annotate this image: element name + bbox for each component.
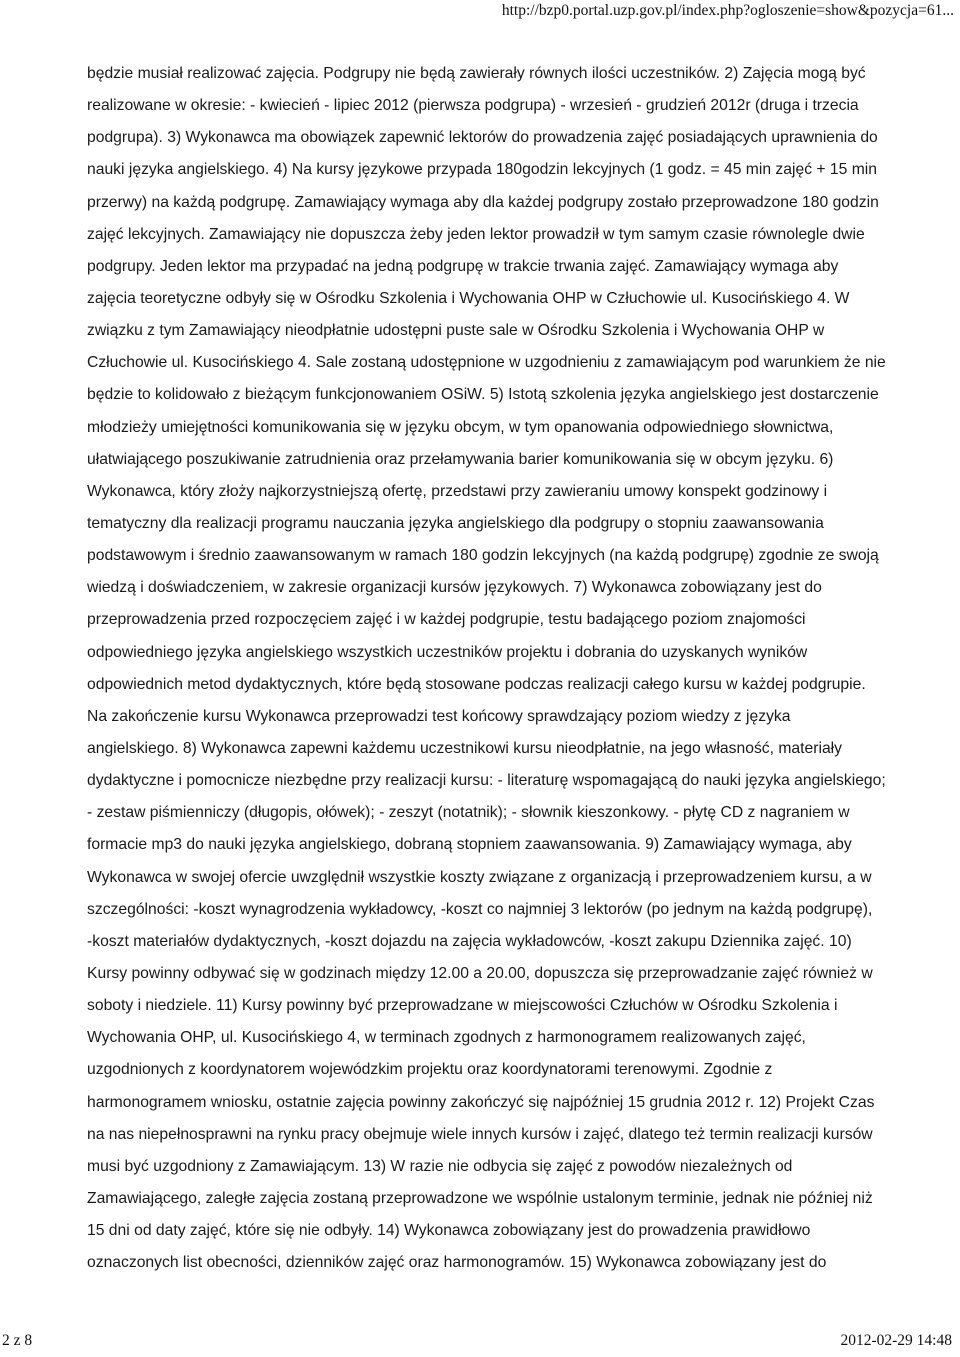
body-text-line: będzie musiał realizować zajęcia. Podgrupy nie będą zawierały równych ilości uczestników. 2) Zajęcia mogą być bbox=[87, 65, 866, 82]
body-text-line: - zestaw piśmienniczy (długopis, ołówek); - zeszyt (notatnik); - słownik kieszonkowy. - płytę CD z nagraniem w bbox=[87, 804, 850, 822]
body-text-line: formacie mp3 do nauki języka angielskiego, dobraną stopniem zaawansowania. 9) Zamawiający wymaga, aby bbox=[87, 836, 852, 854]
body-text-line: przeprowadzenia przed rozpoczęciem zajęć i w każdej podgrupie, testu badającego poziom znajomości bbox=[87, 611, 806, 629]
body-text-line: podstawowym i średnio zaawansowanym w ramach 180 godzin lekcyjnych (na każdą podgrupę) zgodnie ze swoją bbox=[87, 547, 879, 565]
body-text-line: harmonogramem wniosku, ostatnie zajęcia powinny zakończyć się najpóźniej 15 grudnia 2012 r. 12) Projekt Czas bbox=[87, 1093, 875, 1111]
body-text-line: soboty i niedziele. 11) Kursy powinny być przeprowadzane w miejscowości Człuchów w Ośrodku Szkolenia i bbox=[87, 997, 838, 1015]
body-text-line: Kursy powinny odbywać się w godzinach między 12.00 a 20.00, dopuszcza się przeprowadzanie zajęć również w bbox=[87, 964, 873, 982]
body-text-line: nauki języka angielskiego. 4) Na kursy językowe przypada 180godzin lekcyjnych (1 godz. = 45 min zajęć + 15 min bbox=[87, 161, 878, 179]
body-text-line: -koszt materiałów dydaktycznych, -koszt dojazdu na zajęcia wykładowców, -koszt zakupu Dziennika zajęć. 10) bbox=[87, 932, 852, 950]
body-text-line: będzie to kolidowało z bieżącym funkcjonowaniem OSiW. 5) Istotą szkolenia języka angielskiego jest dostarczenie bbox=[87, 386, 879, 404]
print-timestamp: 2012-02-29 14:48 bbox=[840, 1332, 952, 1349]
body-text-line: Wykonawca, który złoży najkorzystniejszą ofertę, przedstawi przy zawieraniu umowy konspekt godzinowy i bbox=[87, 482, 828, 500]
body-text-line: Zamawiającego, zaległe zajęcia zostaną przeprowadzone we wspólnie ustalonym terminie, jednak nie później niż bbox=[87, 1189, 873, 1207]
body-text-line: Na zakończenie kursu Wykonawca przeprowadzi test końcowy sprawdzający poziom wiedzy z języka bbox=[87, 707, 791, 725]
body-text-line: wiedzą i doświadczeniem, w zakresie organizacji kursów językowych. 7) Wykonawca zobowiązany jest do bbox=[87, 579, 822, 597]
body-text-line: zajęcia teoretyczne odbyły się w Ośrodku Szkolenia i Wychowania OHP w Człuchowie ul. Kusocińskiego 4. W bbox=[87, 289, 850, 307]
body-text-line: przerwy) na każdą podgrupę. Zamawiający wymaga aby dla każdej podgrupy zostało przeprowadzone 180 godzin bbox=[87, 193, 879, 211]
body-text-line: odpowiedniego języka angielskiego wszystkich uczestników projektu i dobrania do uzyskanych wyników bbox=[87, 643, 808, 661]
body-text-line: musi być uzgodniony z Zamawiającym. 13) W razie nie odbycia się zajęć z powodów niezależnych od bbox=[87, 1157, 793, 1175]
document-body-text bbox=[87, 58, 937, 1279]
body-text-line: podgrupy. Jeden lektor ma przypadać na jedną podgrupę w trakcie trwania zajęć. Zamawiający wymaga aby bbox=[87, 257, 839, 275]
body-text-line: związku z tym Zamawiający nieodpłatnie udostępni puste sale w Ośrodku Szkolenia i Wychowania OHP w bbox=[87, 322, 825, 340]
page-number: 2 z 8 bbox=[2, 1332, 33, 1349]
body-text-line: ułatwiającego poszukiwanie zatrudnienia oraz przełamywania barier komunikowania się w obcym języku. 6) bbox=[87, 450, 834, 468]
body-text-line: szczególności: -koszt wynagrodzenia wykładowcy, -koszt co najmniej 3 lektorów (po jednym na każdą podgrupę), bbox=[87, 900, 873, 918]
body-text-line: Człuchowie ul. Kusocińskiego 4. Sale zostaną udostępnione w uzgodnieniu z zamawiającym pod warunkiem że nie bbox=[87, 354, 886, 372]
body-text-line: Wykonawca w swojej ofercie uwzględnił wszystkie koszty związane z organizacją i przeprowadzeniem kursu, a w bbox=[87, 868, 872, 886]
body-text-line: zajęć lekcyjnych. Zamawiający nie dopuszcza żeby jeden lektor prowadził w tym samym czasie równolegle dwie bbox=[87, 225, 865, 243]
body-text-line: realizowane w okresie: - kwiecień - lipiec 2012 (pierwsza podgrupa) - wrzesień - grudzień 2012r (druga i trzecia bbox=[87, 97, 859, 115]
body-text-line: odpowiednich metod dydaktycznych, które będą stosowane podczas realizacji całego kursu w każdej podgrupie. bbox=[87, 675, 866, 693]
page-header-url: http://bzp0.portal.uzp.gov.pl/index.php?ogloszenie=show&pozycja=61... bbox=[501, 2, 954, 19]
body-text-line: na nas niepełnosprawni na rynku pracy obejmuje wiele innych kursów i zajęć, dlatego też termin realizacji kursów bbox=[87, 1125, 873, 1143]
body-text-line: oznaczonych list obecności, dzienników zajęć oraz harmonogramów. 15) Wykonawca zobowiązany jest do bbox=[87, 1254, 827, 1272]
body-text-line: podgrupa). 3) Wykonawca ma obowiązek zapewnić lektorów do prowadzenia zajęć posiadających uprawnienia do bbox=[87, 129, 878, 147]
body-text-line: uzgodnionych z koordynatorem wojewódzkim projektu oraz koordynatorami terenowymi. Zgodnie z bbox=[87, 1061, 773, 1079]
body-text-line: Wychowania OHP, ul. Kusocińskiego 4, w terminach zgodnych z harmonogramem realizowanych zajęć, bbox=[87, 1029, 806, 1047]
body-text-line: dydaktyczne i pomocnicze niezbędne przy realizacji kursu: - literaturę wspomagającą do nauki języka angielskiego; bbox=[87, 772, 886, 790]
body-text-line: angielskiego. 8) Wykonawca zapewni każdemu uczestnikowi kursu nieodpłatnie, na jego własność, materiały bbox=[87, 739, 842, 757]
body-text-line: młodzieży umiejętności komunikowania się w języku obcym, w tym opanowania odpowiedniego słownictwa, bbox=[87, 418, 834, 436]
body-text-line: 15 dni od daty zajęć, które się nie odbyły. 14) Wykonawca zobowiązany jest do prowadzenia prawidłowo bbox=[87, 1222, 811, 1240]
body-text-line: tematyczny dla realizacji programu nauczania języka angielskiego dla podgrupy o stopniu zaawansowania bbox=[87, 514, 824, 532]
